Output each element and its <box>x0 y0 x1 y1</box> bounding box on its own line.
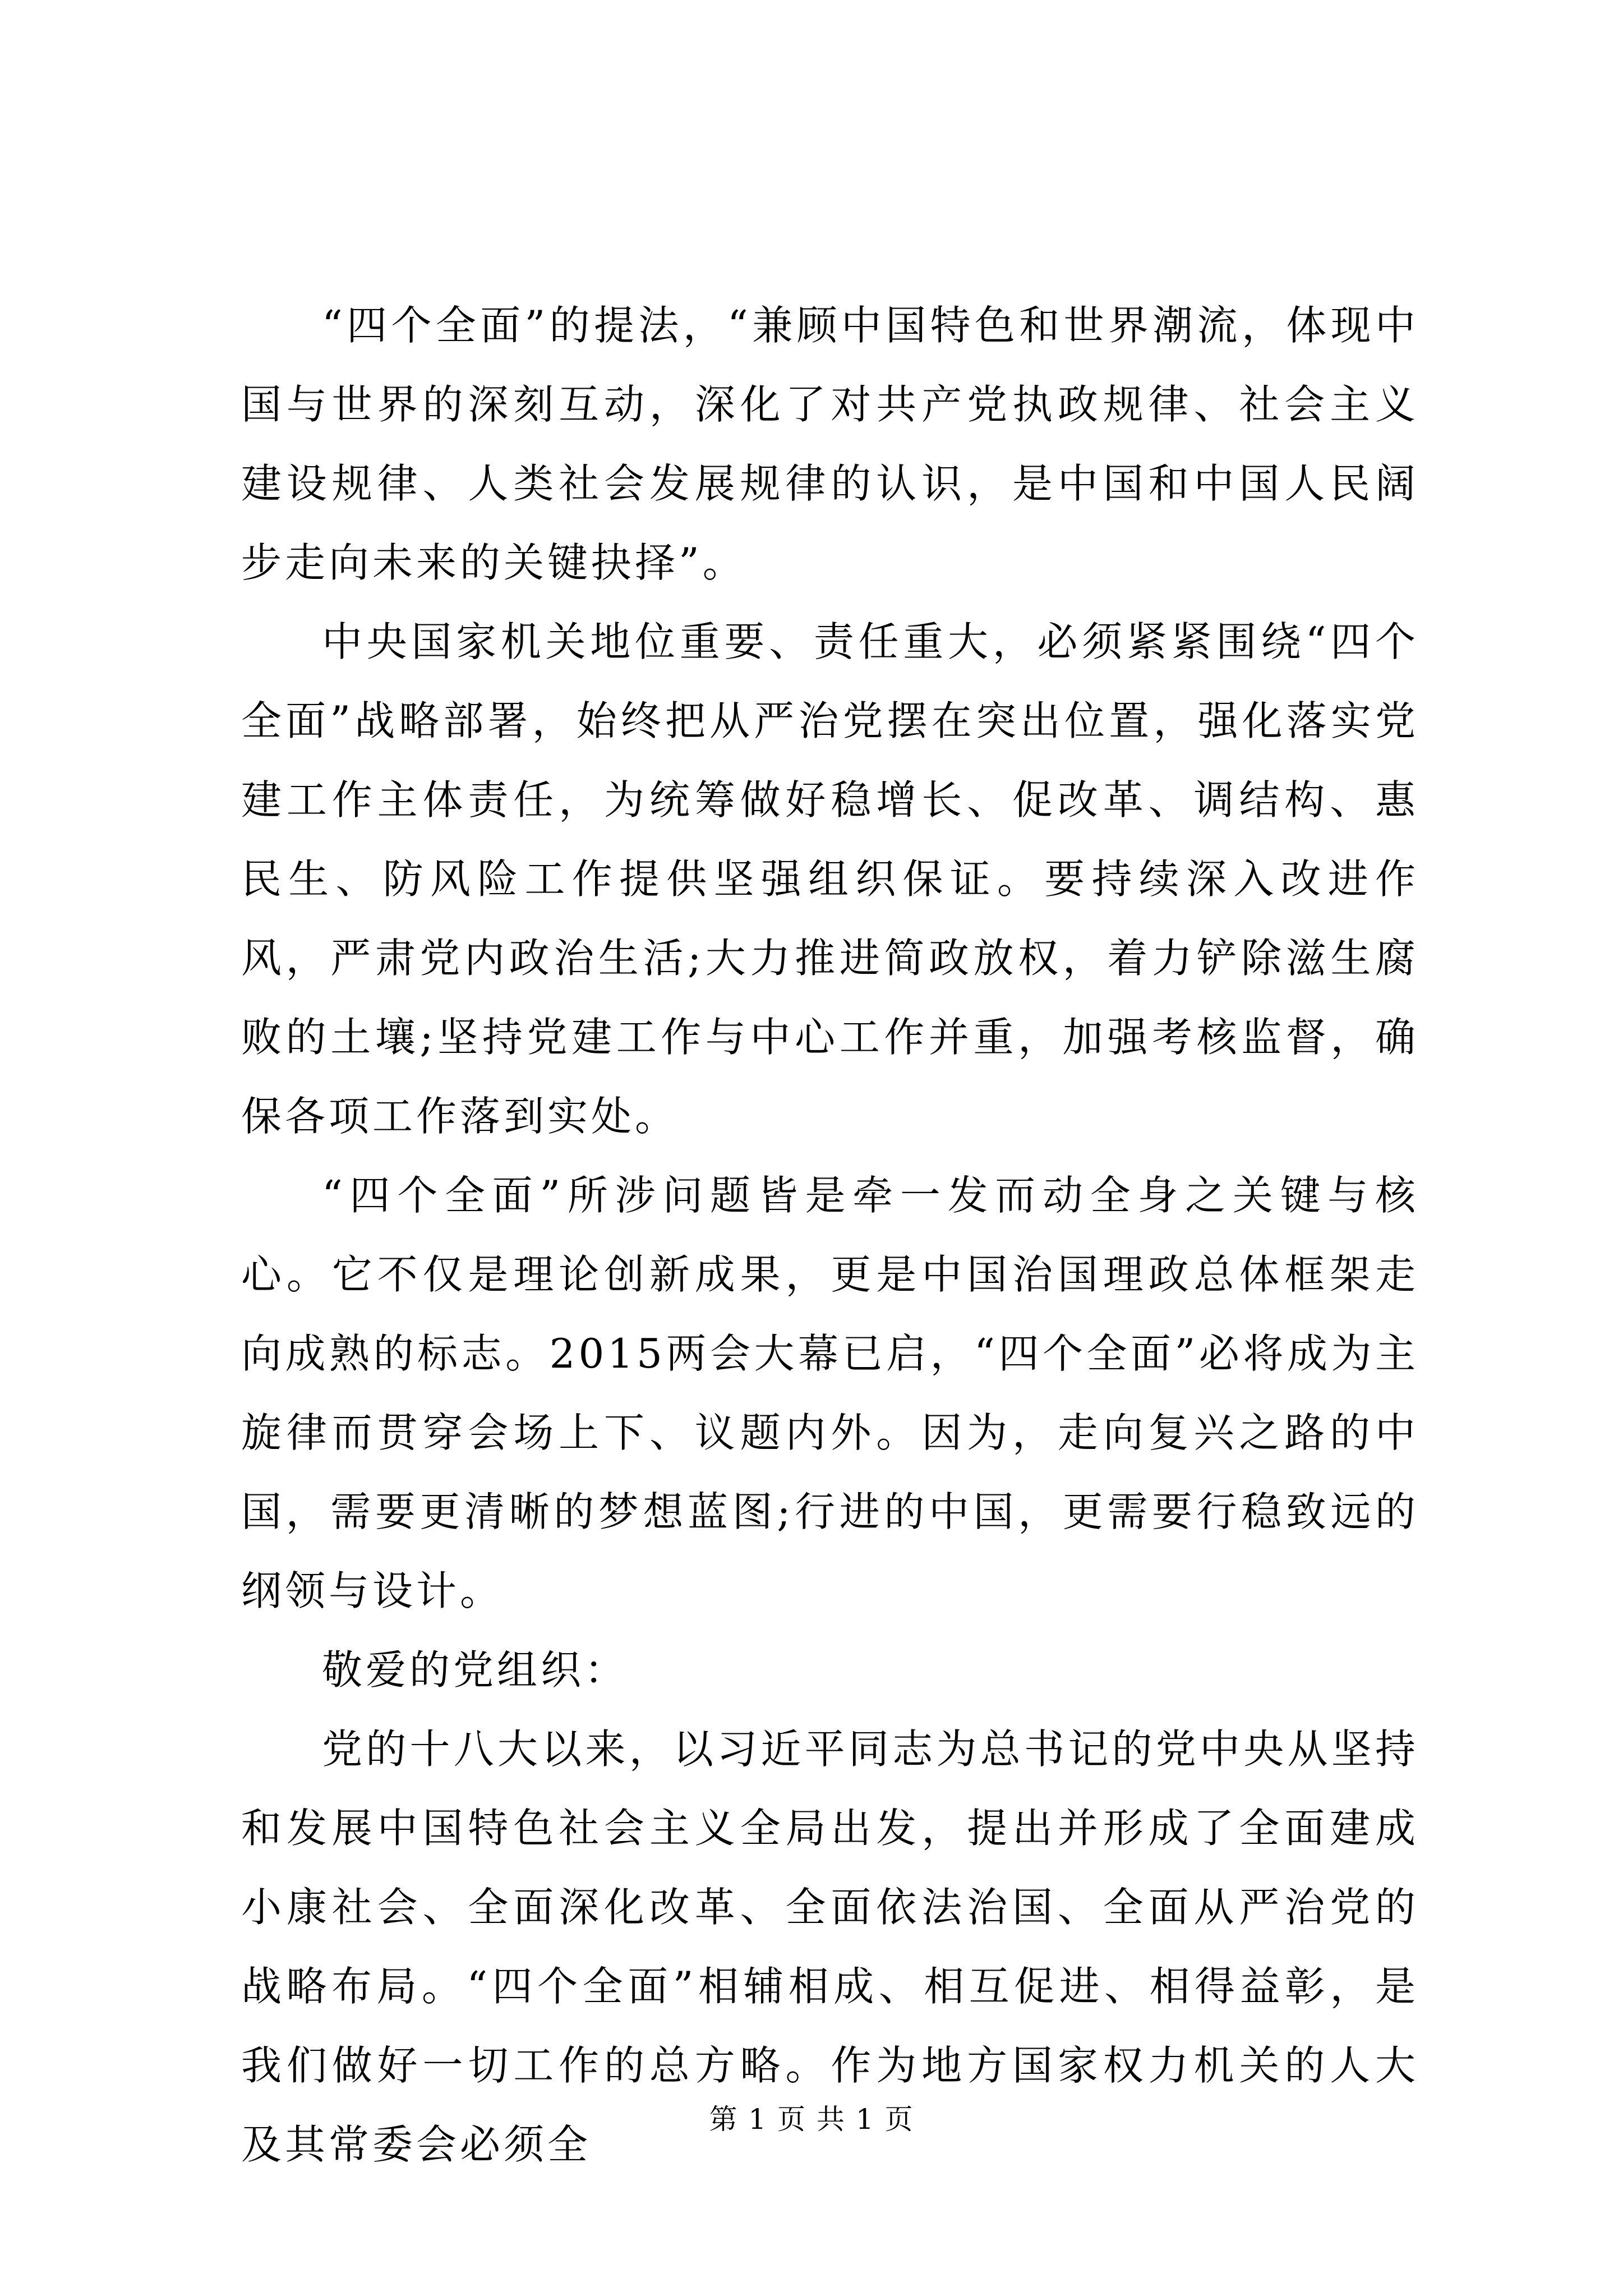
salutation: 敬爱的党组织： <box>322 1646 629 1694</box>
document-body <box>241 286 1419 2184</box>
paragraph-3: “四个全面”所涉问题皆是牵一发而动全身之关键与核心。它不仅是理论创新成果，更是中国治国理政总体框架走向成熟的标志。2015两会大幕已启，“四个全面”必将成为主旋律而贯穿会场上下、议题内外。因为，走向复兴之路的中国，需要更清晰的梦想蓝图;行进的中国，更需要行稳致远的纲领与设计。 <box>241 1172 1419 1614</box>
paragraph-2: 中央国家机关地位重要、责任重大，必须紧紧围绕“四个全面”战略部署，始终把从严治党摆在突出位置，强化落实党建工作主体责任，为统筹做好稳增长、促改革、调结构、惠民生、防风险工作提供坚强组织保证。要持续深入改进作风，严肃党内政治生活;大力推进简政放权，着力铲除滋生腐败的土壤;坚持党建工作与中心工作并重，加强考核监督，确保各项工作落到实处。 <box>241 618 1419 1140</box>
paragraph-1: “四个全面”的提法，“兼顾中国特色和世界潮流，体现中国与世界的深刻互动，深化了对共产党执政规律、社会主义建设规律、人类社会发展规律的认识，是中国和中国人民阔步走向未来的关键抉择”。 <box>241 302 1419 586</box>
paragraph-4: 党的十八大以来，以习近平同志为总书记的党中央从坚持和发展中国特色社会主义全局出发，提出并形成了全面建成小康社会、全面深化改革、全面依法治国、全面从严治党的战略布局。“四个全面”相辅相成、相互促进、相得益彰，是我们做好一切工作的总方略。作为地方国家权力机关的人大及其常委会必须全 <box>241 1726 1419 2168</box>
page-footer: 第 1 页 共 1 页 <box>709 2103 914 2136</box>
